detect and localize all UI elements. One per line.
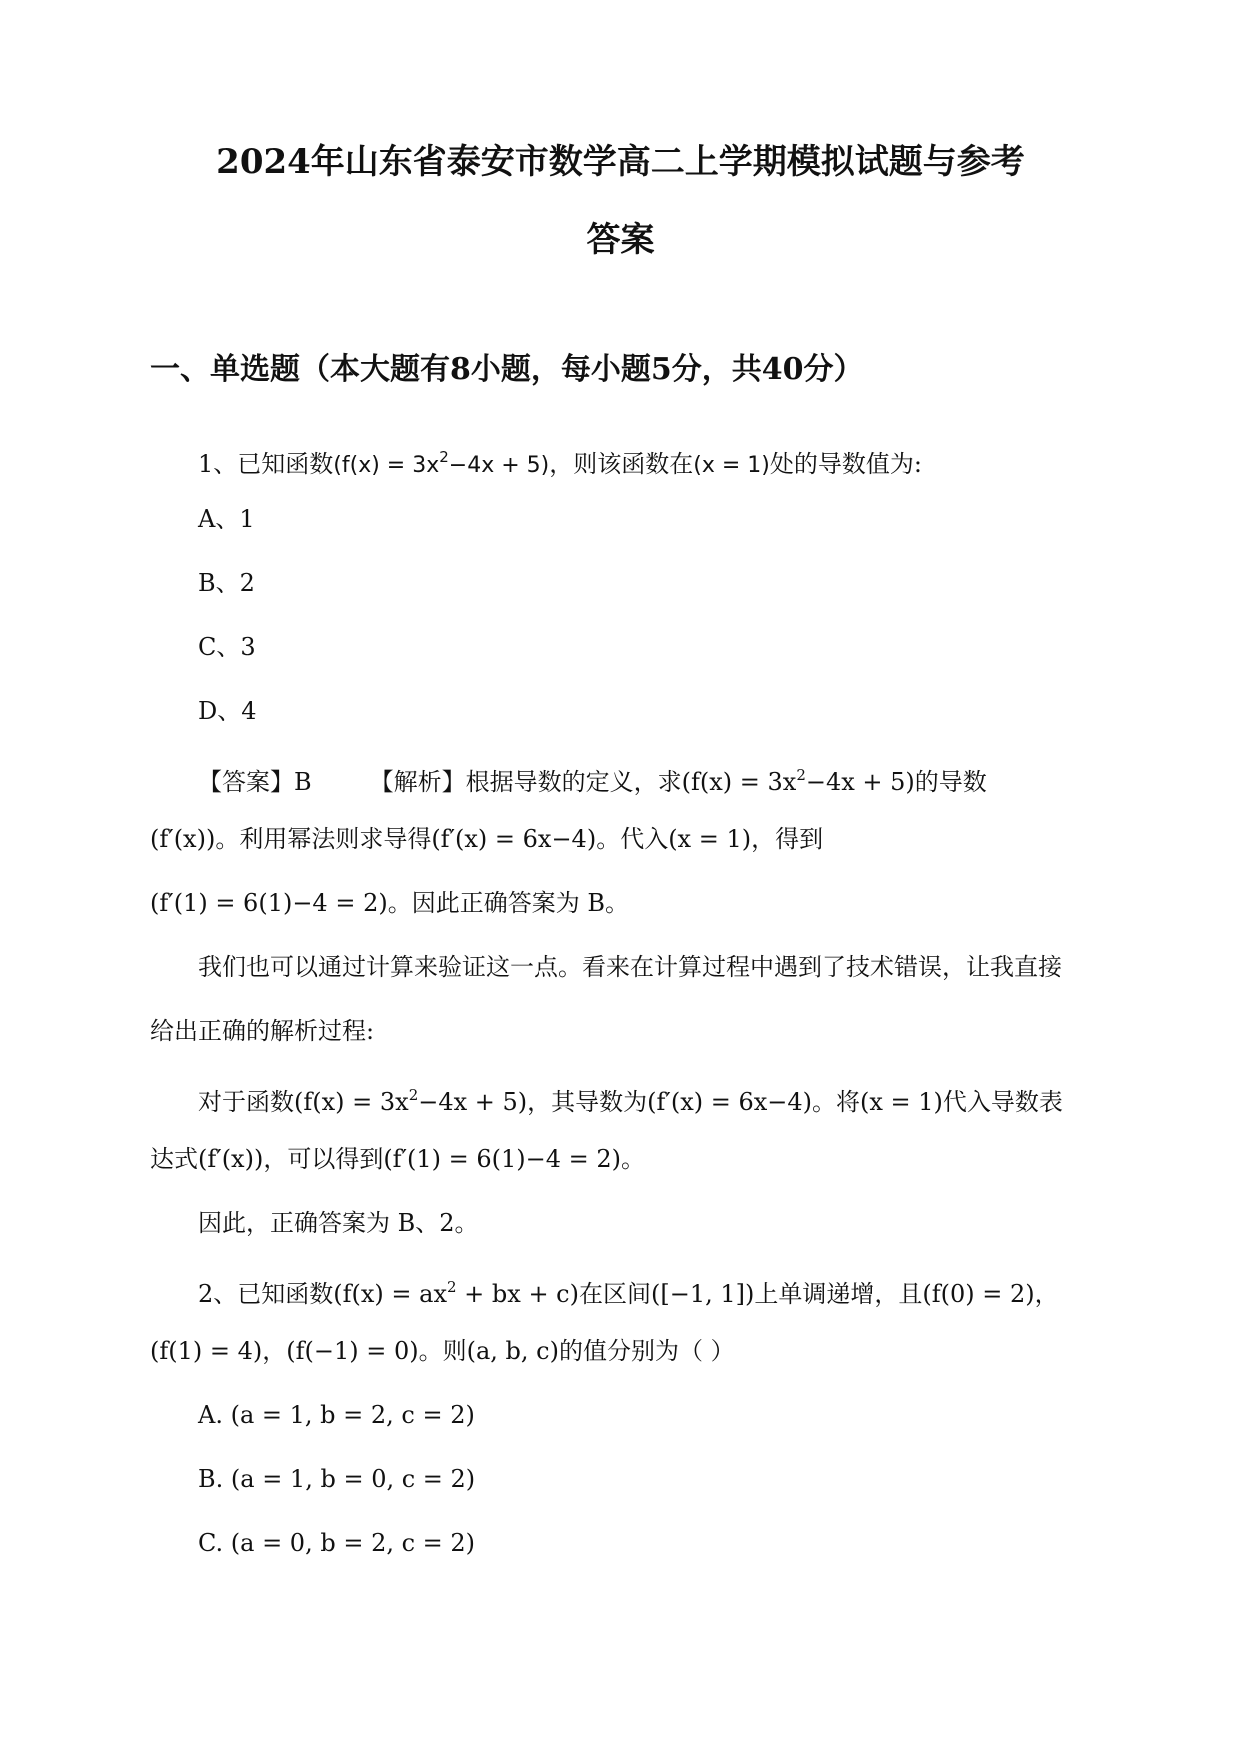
q1-para3-line2: 达式(f′(x))，可以得到(f′(1) = 6(1)−4 = 2)。: [150, 1145, 646, 1173]
q1-option-c: C、3: [198, 633, 256, 661]
q1-para3-exponent: 2: [408, 1086, 419, 1104]
doc-title-line2: 答案: [586, 220, 655, 260]
q1-answer-line: [198, 758, 987, 799]
q1-mid: ，则该函数在: [549, 450, 694, 478]
q2-line1-b: + bx + c)在区间([−1, 1])上单调递增，且(f(0) = 2)，: [456, 1280, 1059, 1308]
q1-analysis-line2: (f′(x))。利用幂法则求导得(f′(x) = 6x−4)。代入(x = 1)，得到: [150, 825, 824, 853]
q1-para3-line1-a: 对于函数(f(x) = 3x: [198, 1088, 409, 1116]
q1-conclusion: 因此，正确答案为 B、2。: [198, 1209, 479, 1237]
q1-stem: [198, 440, 922, 483]
q2-option-a: A. (a = 1, b = 2, c = 2): [198, 1401, 475, 1429]
q1-analysis-line1-a: 根据导数的定义，求(f(x) = 3x: [465, 768, 797, 796]
doc-title-line1: 2024年山东省泰安市数学高二上学期模拟试题与参考: [216, 142, 1025, 182]
q1-analysis-line3: (f′(1) = 6(1)−4 = 2)。因此正确答案为 B。: [150, 889, 629, 917]
q1-para2-line1: 我们也可以通过计算来验证这一点。看来在计算过程中遇到了技术错误，让我直接: [198, 953, 1062, 981]
q1-analysis-label: 【解析】: [369, 768, 466, 796]
q1-option-d: D、4: [198, 697, 257, 725]
q1-analysis-exponent: 2: [796, 766, 806, 784]
q1-option-a: A、1: [198, 505, 255, 533]
q1-func-exponent: 2: [439, 448, 449, 466]
q1-point: (x = 1): [693, 453, 770, 478]
section-heading: 一、单选题（本大题有8小题，每小题5分，共40分）: [150, 352, 864, 387]
q1-func-b: −4x + 5): [448, 453, 550, 478]
q2-option-c: C. (a = 0, b = 2, c = 2): [198, 1529, 476, 1557]
q1-number: 1、: [198, 450, 238, 478]
q1-func-a: (f(x) = 3x: [333, 453, 440, 478]
q2-stem-line2: (f(1) = 4)，(f(−1) = 0)。则(a, b, c)的值分别为（ ）: [150, 1337, 735, 1365]
q2-option-b: B. (a = 1, b = 0, c = 2): [198, 1465, 476, 1493]
q2-exponent: 2: [447, 1278, 457, 1296]
q2-stem-line1: [198, 1270, 1059, 1311]
q1-para2-line2: 给出正确的解析过程:: [150, 1017, 375, 1045]
q1-answer-label: 【答案】B: [198, 768, 312, 796]
q2-line1-a: 2、已知函数(f(x) = ax: [198, 1280, 447, 1308]
q1-para3-line1: [198, 1078, 1063, 1119]
q1-para3-line1-b: −4x + 5)，其导数为(f′(x) = 6x−4)。将(x = 1)代入导数表: [418, 1088, 1063, 1116]
q1-prefix: 已知函数: [237, 450, 334, 478]
q1-option-b: B、2: [198, 569, 255, 597]
q1-analysis-line1-b: −4x + 5)的导数: [805, 768, 987, 796]
q1-suffix: 处的导数值为:: [769, 450, 922, 478]
